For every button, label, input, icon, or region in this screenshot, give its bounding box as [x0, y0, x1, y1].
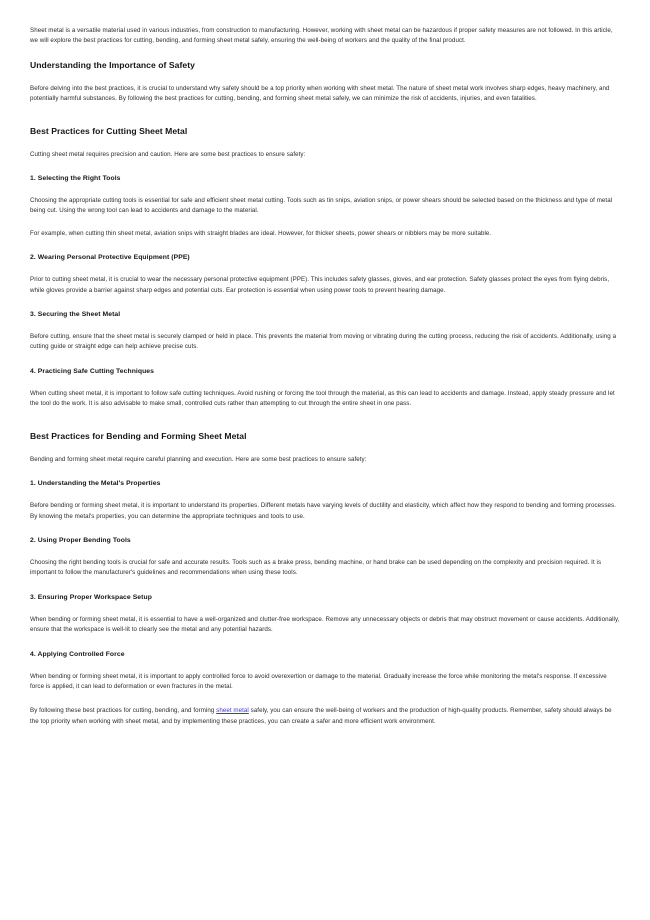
paragraph-securing-sheet-metal: Before cutting, ensure that the sheet metal is securely clamped or held in place. This prevents the material from moving or vibrating during the cutting process, reducing the risk of accidents. Additionally, using a cutting guide or straight edge can help achieve precise cuts. [30, 333, 617, 351]
sub-heading-workspace-setup: 3. Ensuring Proper Workspace Setup [30, 593, 152, 601]
conclusion-paragraph [30, 706, 620, 727]
conclusion-text-before-link: By following these best practices for cutting, bending, and forming [30, 707, 217, 715]
sub-heading-controlled-force: 4. Applying Controlled Force [30, 650, 125, 658]
intro-paragraph: Sheet metal is a versatile material used in various industries, from construction to manufacturing. However, working with sheet metal can be hazardous if proper safety measures are not followed. In this article, we will explore the best practices for cutting, bending, and forming sheet metal safely, ensuring the well-being of workers and the quality of the final product. [30, 27, 613, 45]
paragraph-bending-tools: Choosing the right bending tools is crucial for safe and accurate results. Tools such as a brake press, bending machine, or hand brake can be used depending on the complexity and precision required. It is important to follow the manufacturer's guidelines and recommendations when using these tools. [30, 558, 602, 577]
sub-heading-metal-properties: 1. Understanding the Metal's Properties [30, 480, 161, 488]
paragraph-selecting-tools-2: For example, when cutting thin sheet metal, aviation snips with straight blades are ideal. However, for thicker sheets, power shears or nibblers may be more suitable. [30, 229, 492, 237]
paragraph-ppe: Prior to cutting sheet metal, it is crucial to wear the necessary personal protective equipment (PPE). This includes safety glasses, gloves, and ear protection. Safety glasses protect the eyes from flying debris, while gloves provide a barrier against sharp edges and potential cuts. Ear protection is essential when using power tools to prevent hearing damage. [30, 276, 610, 294]
conclusion-text-after-link: safely, you can ensure the well-being of workers and the production of high-quality products. Remember, safety should always be the top priority when working with sheet metal, and by implementing these practices, you can create a safer and more efficient work environment. [30, 707, 612, 725]
section-heading-bending-forming: Best Practices for Bending and Forming Sheet Metal [30, 430, 247, 441]
paragraph-cutting-intro: Cutting sheet metal requires precision and caution. Here are some best practices to ensure safety: [30, 150, 306, 158]
paragraph-controlled-force: When bending or forming sheet metal, it is important to apply controlled force to avoid overexertion or damage to the material. Gradually increase the force while monitoring the metal's response. If excessive force is applied, it can lead to deformation or even fractures in the metal. [30, 672, 607, 690]
section-heading-cutting: Best Practices for Cutting Sheet Metal [30, 125, 188, 136]
sub-heading-safe-cutting-techniques: 4. Practicing Safe Cutting Techniques [30, 367, 154, 375]
paragraph-selecting-tools-1: Choosing the appropriate cutting tools is essential for safe and efficient sheet metal cutting. Tools such as tin snips, aviation snips, or power shears should be selected based on the thickness and type of metal being cut. Using the wrong tool can lead to accidents and damage to the material. [30, 197, 613, 215]
paragraph-safe-cutting-techniques: When cutting sheet metal, it is important to follow safe cutting techniques. Avoid rushing or forcing the tool through the material, as this can lead to accidents and damage. Instead, apply steady pressure and let the tool do the work. It is also advisable to make small, controlled cuts rather than attempting to cut through the entire sheet in one pass. [30, 389, 615, 408]
sub-heading-selecting-tools: 1. Selecting the Right Tools [30, 175, 121, 183]
sheet-metal-link[interactable]: sheet metal [216, 707, 249, 715]
article-body [30, 26, 620, 727]
section-heading-understanding-safety: Understanding the Importance of Safety [30, 59, 195, 70]
sub-heading-bending-tools: 2. Using Proper Bending Tools [30, 536, 131, 544]
sub-heading-securing-sheet-metal: 3. Securing the Sheet Metal [30, 311, 121, 319]
paragraph-understanding-safety: Before delving into the best practices, it is crucial to understand why safety should be a top priority when working with sheet metal. The nature of sheet metal work involves sharp edges, heavy machinery, and potentially harmful substances. By following the best practices for cutting, bending, and forming sheet metal safely, we can minimize the risk of accidents, injuries, and even fatalities. [30, 84, 610, 103]
paragraph-bending-intro: Bending and forming sheet metal require careful planning and execution. Here are some best practices to ensure safety: [30, 455, 367, 463]
paragraph-metal-properties: Before bending or forming sheet metal, it is important to understand its properties. Different metals have varying levels of ductility and elasticity, which affect how they respond to bending and forming processes. By knowing the metal's properties, you can determine the appropriate techniques and tools to use. [30, 502, 616, 520]
paragraph-workspace-setup: When bending or forming sheet metal, it is essential to have a well-organized and clutter-free workspace. Remove any unnecessary objects or debris that may obstruct movement or cause accidents. Additionally, ensure that the workspace is well-lit to clearly see the metal and any potential hazards. [30, 615, 620, 634]
sub-heading-ppe: 2. Wearing Personal Protective Equipment (PPE) [30, 254, 190, 262]
